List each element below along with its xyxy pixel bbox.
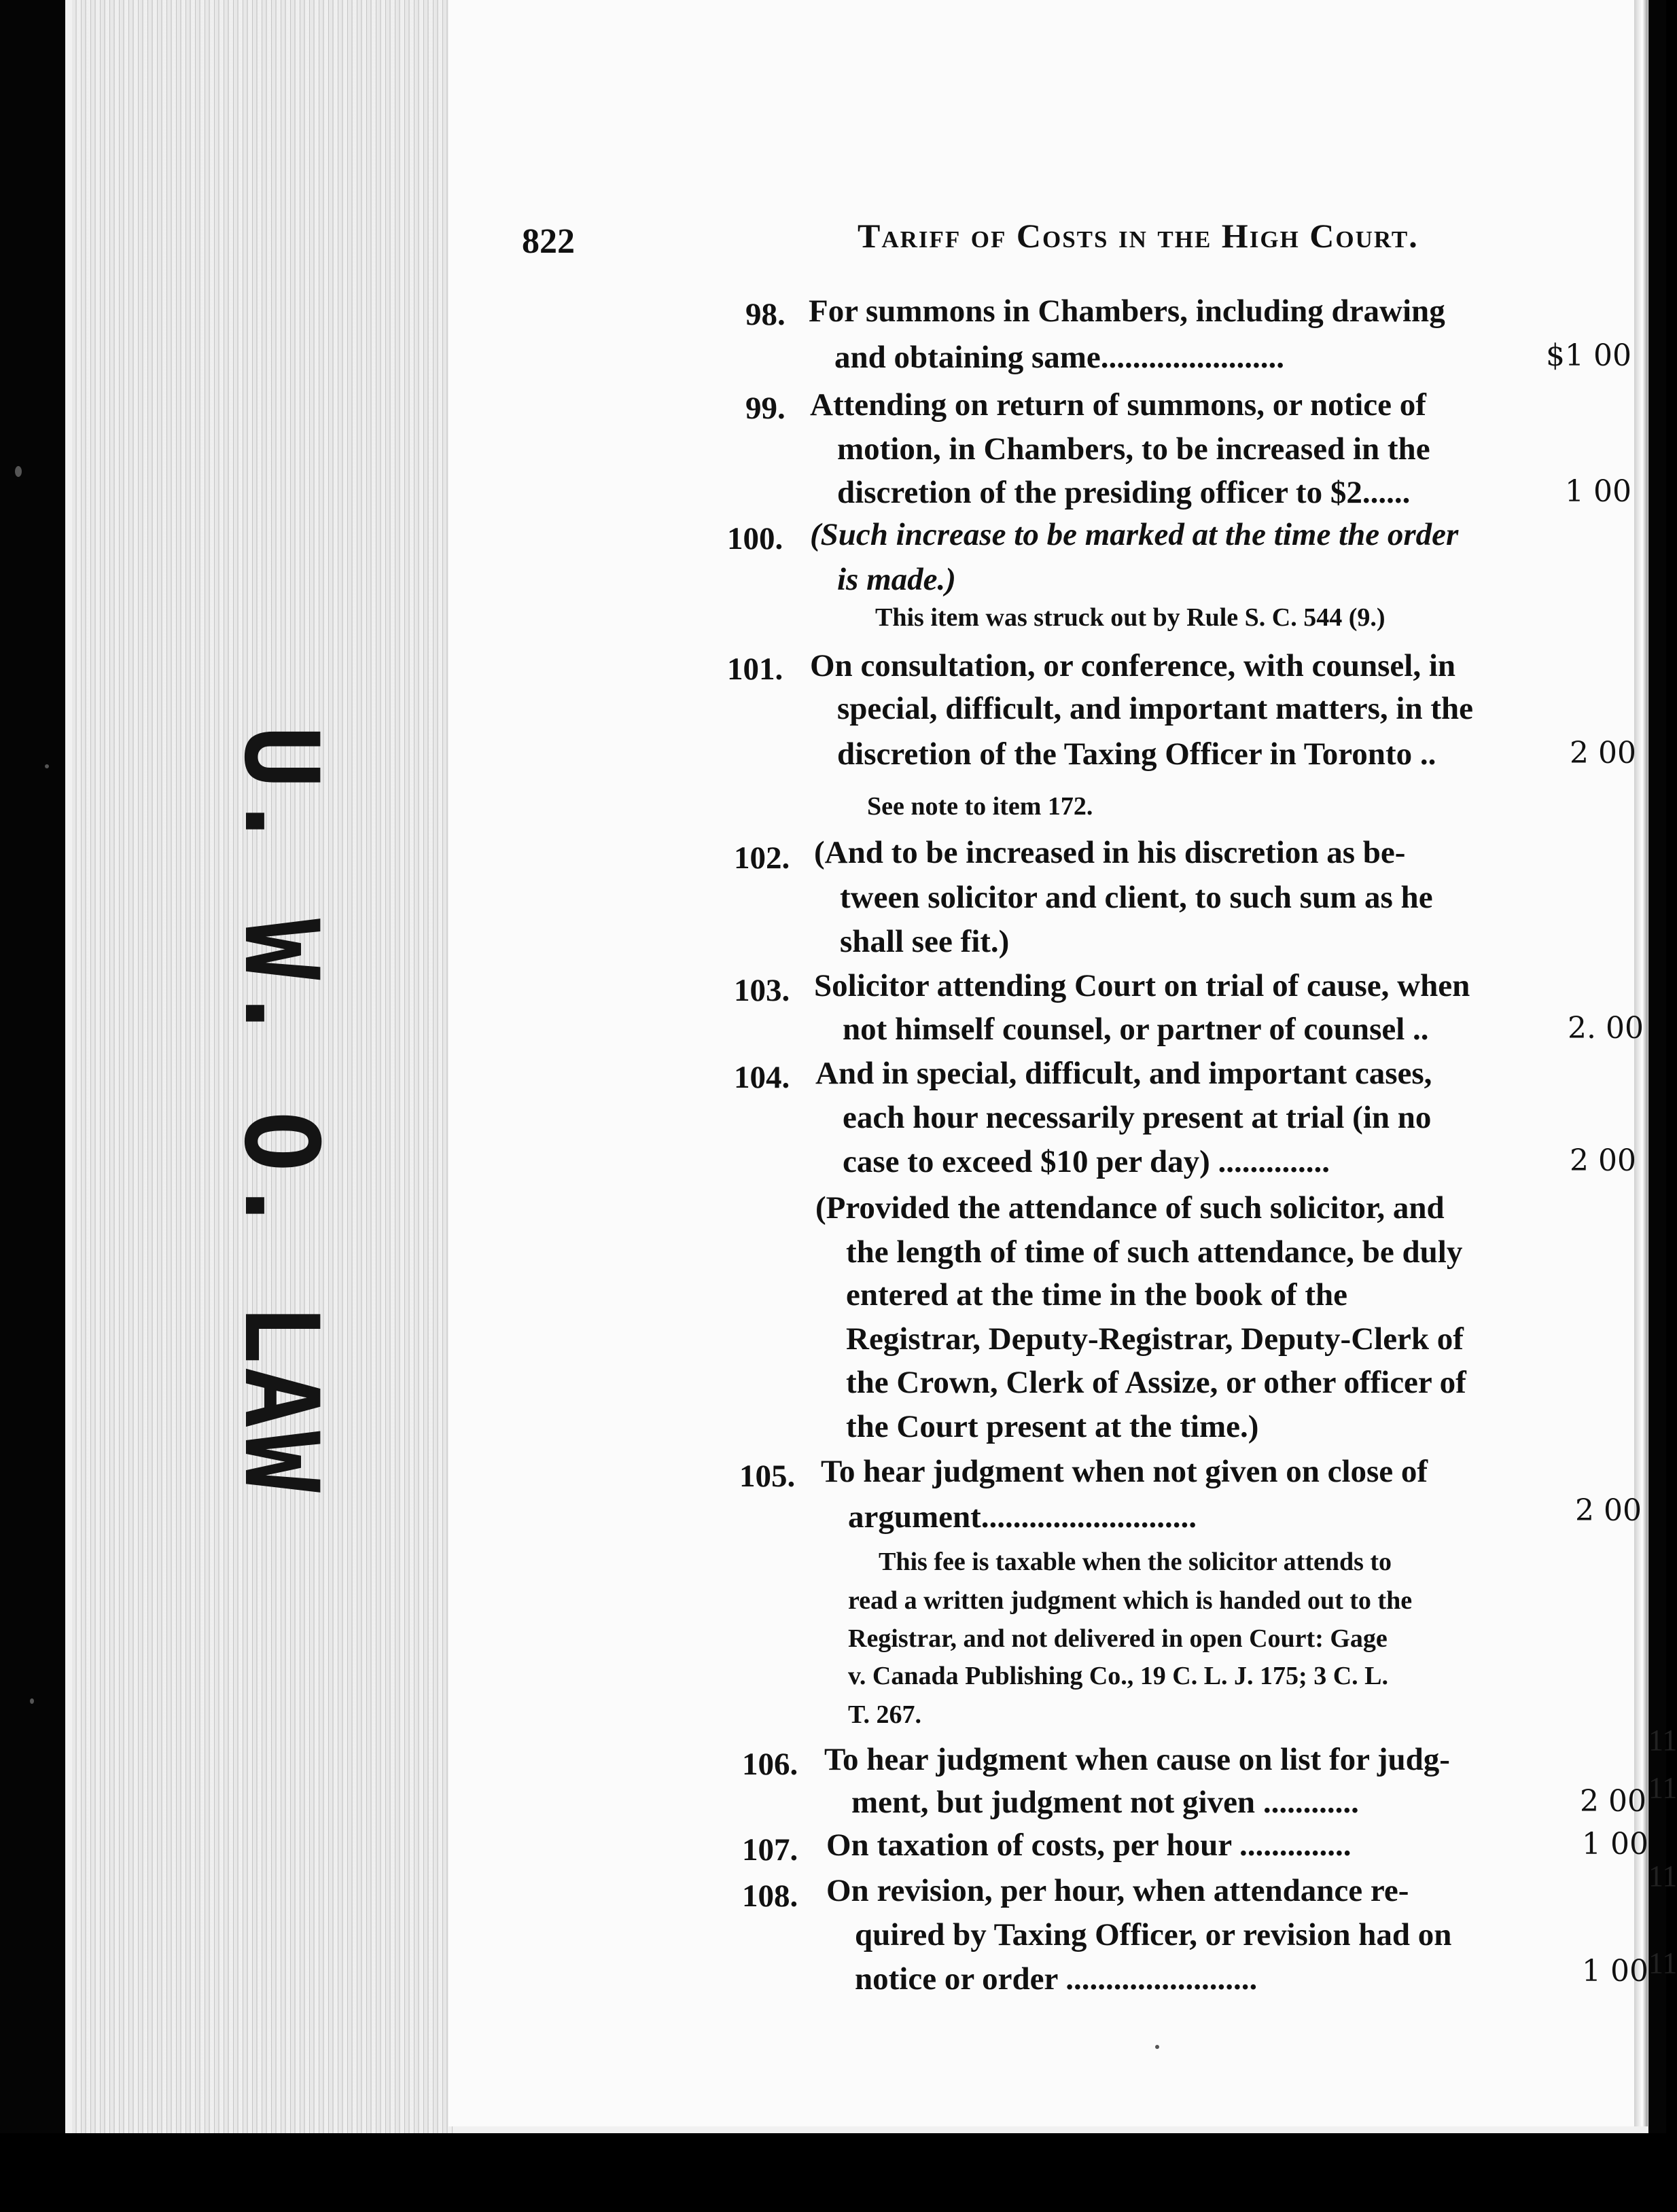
item-note: This item was struck out by Rule S. C. 544 (9.): [875, 603, 1385, 632]
library-stamp: [222, 726, 340, 1495]
item-note: T. 267.: [848, 1700, 922, 1729]
item-number: 105.: [739, 1459, 796, 1494]
item-line: and obtaining same.......................: [834, 340, 1285, 375]
item-number: 100.: [727, 521, 783, 556]
item-number: 99.: [745, 391, 785, 426]
item-line: motion, in Chambers, to be increased in the: [837, 431, 1430, 467]
scan-bottom-border: [0, 2133, 1666, 2212]
item-fee: 1 00: [1565, 474, 1631, 509]
item-provision: entered at the time in the book of the: [846, 1277, 1347, 1313]
item-line: is made.): [837, 562, 956, 597]
scan-speck: [1155, 2045, 1159, 2049]
item-line: On consultation, or conference, with counsel, in: [810, 648, 1456, 683]
page-number: 822: [522, 222, 575, 261]
library-stamp-text: U. W. O. LAW: [222, 726, 340, 1495]
margin-mark: 11: [1648, 1771, 1677, 1804]
item-line: For summons in Chambers, including drawing: [809, 293, 1445, 329]
item-fee: 2 00: [1570, 1143, 1636, 1178]
item-number: 103.: [734, 973, 790, 1008]
item-line: notice or order ........................: [855, 1961, 1258, 1997]
item-number: 104.: [734, 1060, 790, 1095]
item-line: (Such increase to be marked at the time the order: [810, 517, 1459, 552]
margin-mark: 11: [1648, 1859, 1677, 1893]
item-line: discretion of the Taxing Officer in Toronto ..: [837, 736, 1436, 772]
item-fee: 1 00: [1582, 1954, 1648, 1988]
item-note: v. Canada Publishing Co., 19 C. L. J. 175; 3 C. L.: [848, 1662, 1388, 1690]
item-number: 107.: [742, 1832, 798, 1868]
item-provision: the Crown, Clerk of Assize, or other officer of: [846, 1365, 1466, 1400]
item-number: 102.: [734, 840, 790, 876]
item-fee: 1 00: [1582, 1827, 1648, 1861]
item-fee: 2 00: [1575, 1493, 1642, 1528]
item-line: ment, but judgment not given ............: [851, 1785, 1359, 1820]
item-line: special, difficult, and important matters, in the: [837, 691, 1474, 726]
item-fee: 2 00: [1580, 1784, 1646, 1819]
item-line: argument...........................: [848, 1499, 1197, 1535]
item-fee: 2. 00: [1568, 1011, 1644, 1046]
item-line: tween solicitor and client, to such sum as he: [840, 880, 1433, 915]
item-line: not himself counsel, or partner of counsel ..: [843, 1012, 1429, 1047]
item-line: quired by Taxing Officer, or revision had on: [855, 1917, 1452, 1952]
item-line: shall see fit.): [840, 924, 1010, 959]
item-line: On taxation of costs, per hour ..............: [826, 1827, 1352, 1863]
item-line: each hour necessarily present at trial (in no: [843, 1100, 1432, 1135]
item-note: Registrar, and not delivered in open Court: Gage: [848, 1624, 1388, 1653]
item-line: case to exceed $10 per day) ..............: [843, 1144, 1330, 1179]
item-number: 108.: [742, 1878, 798, 1914]
item-line: Solicitor attending Court on trial of cause, when: [814, 968, 1470, 1003]
item-line: To hear judgment when cause on list for judg-: [824, 1742, 1450, 1777]
item-line: On revision, per hour, when attendance re-: [826, 1873, 1409, 1908]
item-note: This fee is taxable when the solicitor attends to: [879, 1548, 1392, 1576]
item-number: 101.: [727, 652, 783, 687]
item-provision: Registrar, Deputy-Registrar, Deputy-Clerk of: [846, 1321, 1464, 1357]
item-provision: the Court present at the time.): [846, 1409, 1259, 1444]
item-line: To hear judgment when not given on close of: [821, 1454, 1428, 1489]
item-line: And in special, difficult, and important cases,: [815, 1056, 1432, 1091]
running-head: Tariff of Costs in the High Court.: [858, 217, 1419, 255]
item-note: See note to item 172.: [867, 792, 1093, 821]
item-provision: the length of time of such attendance, be duly: [846, 1234, 1463, 1270]
item-line: (And to be increased in his discretion as be-: [814, 835, 1406, 870]
scan-speck: [30, 1698, 34, 1704]
item-line: discretion of the presiding officer to $2......: [837, 475, 1411, 510]
item-provision: (Provided the attendance of such solicitor, and: [815, 1190, 1445, 1226]
scan-speck: [15, 466, 22, 477]
scan-speck: [45, 764, 49, 768]
margin-mark: 11: [1648, 1724, 1677, 1757]
margin-mark: 11: [1648, 1946, 1677, 1980]
item-number: 98.: [745, 297, 785, 332]
item-fee: $1 00: [1546, 338, 1631, 373]
item-fee: 2 00: [1570, 736, 1636, 770]
item-line: Attending on return of summons, or notice of: [810, 387, 1426, 423]
item-number: 106.: [742, 1747, 798, 1782]
item-note: read a written judgment which is handed out to the: [848, 1586, 1413, 1615]
